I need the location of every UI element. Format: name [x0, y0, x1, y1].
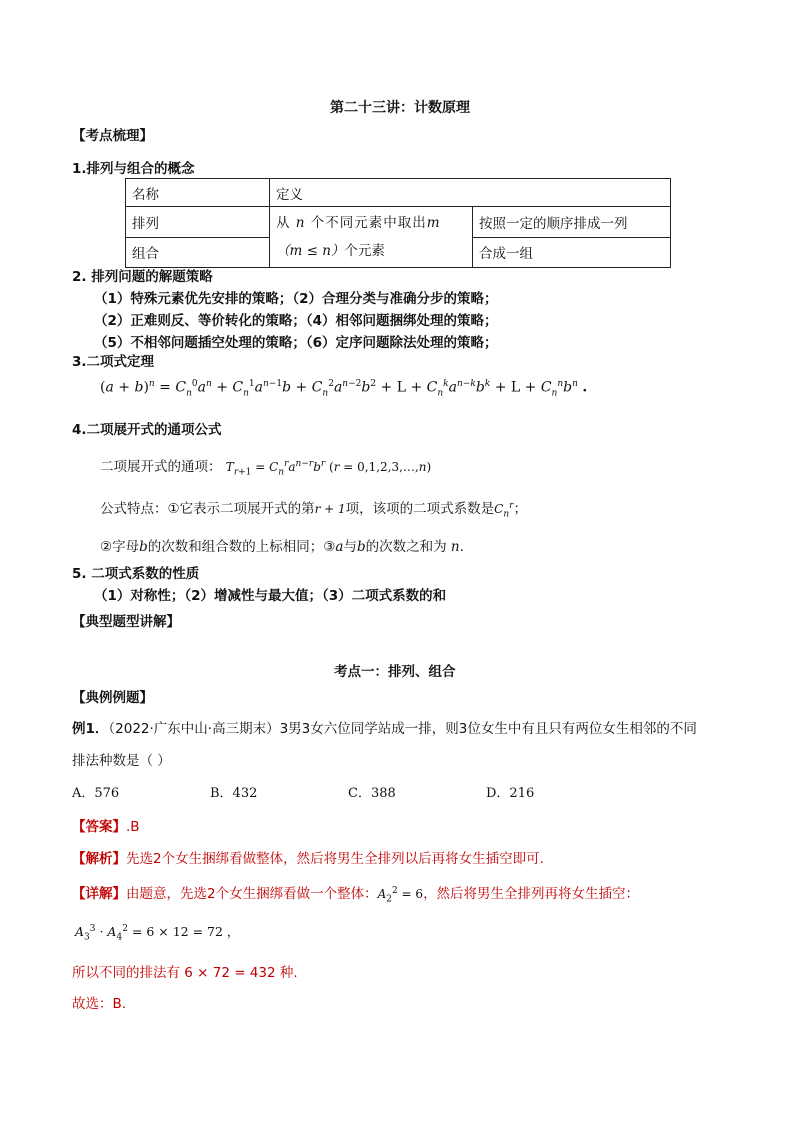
option-a: A．576 [72, 786, 120, 801]
table-row-arrangement-name: 排列 [126, 207, 270, 238]
s5-line: （1）对称性；（2）增减性与最大值；（3）二项式系数的和 [94, 588, 447, 604]
s2-line-1: （1）特殊元素优先安排的策略；（2）合理分类与准确分步的策略； [94, 291, 498, 307]
table-row-arrangement-def: 按照一定的顺序排成一列 [473, 207, 671, 238]
section-typical: 【典型题型讲解】 [72, 614, 180, 630]
feature-line-1: 公式特点：①它表示二项展开式的第r + 1项，该项的二项式系数是$C_n^r$； [100, 501, 527, 520]
feature-line-2: ②字母b的次数和组合数的上标相同；③a与b的次数之和为 n. [100, 539, 464, 555]
option-d: D．216 [486, 786, 535, 801]
s2-line-3: （5）不相邻问题插空处理的策略；（6）定序问题除法处理的策略； [94, 335, 498, 351]
table-header-name: 名称 [126, 179, 270, 207]
table-row-combination-name: 组合 [126, 237, 270, 268]
detail-line: 【详解】由题意，先选2个女生捆绑看做一个整体：$A_2^2 = 6$，然后将男生全排列再将女生插空： [72, 886, 640, 905]
s2-heading: 2. 排列问题的解题策略 [72, 269, 213, 285]
option-c: C．388 [348, 786, 396, 801]
conclusion-line: 所以不同的排法有 6 × 72 = 432 种. [72, 965, 298, 981]
example-1-line-2: 排法种数是（ ） [72, 753, 171, 769]
answer-line: 【答案】.B [72, 819, 140, 835]
general-term-line: 二项展开式的通项： $T_{r+1} = C_n^ra^{n-r}b^r$ (r = 0,1,2,3,…,n) [100, 459, 432, 478]
topic-1-title: 考点一：排列、组合 [334, 664, 456, 680]
example-1-line-1: 例1．（2022·广东中山·高三期末）3男3女六位同学站成一排，则3位女生中有且只有两位女生相邻的不同 [72, 721, 697, 737]
s5-heading: 5. 二项式系数的性质 [72, 566, 200, 582]
analysis-line: 【解析】先选2个女生捆绑看做整体，然后将男生全排列以后再将女生插空即可. [72, 851, 544, 867]
option-b: B．432 [210, 786, 258, 801]
s3-heading: 3.二项式定理 [72, 354, 155, 370]
binomial-theorem-formula: $(a + b)^n = C_n^0a^n + C_n^1a^{n-1}b + C_n^2a^{n-2}b^2 + L + C_n^ka^{n-k}b^k + L + C_n^nb^n$ . [100, 379, 588, 399]
table-common-definition: 从 n 个不同元素中取出m （m ≤ n）个元素 [270, 207, 473, 268]
s1-heading: 1.排列与组合的概念 [72, 161, 195, 177]
table-header-definition: 定义 [270, 179, 671, 207]
page-title: 第二十三讲：计数原理 [330, 100, 470, 116]
concept-table [125, 178, 671, 268]
section-review: 【考点梳理】 [72, 128, 153, 144]
choice-line: 故选：B. [72, 996, 127, 1012]
s4-heading: 4.二项展开式的通项公式 [72, 422, 222, 438]
example-header: 【典例例题】 [72, 690, 153, 706]
s2-line-2: （2）正难则反、等价转化的策略；（4）相邻问题捆绑处理的策略； [94, 313, 498, 329]
calculation-line: $A_3^3 \cdot A_4^2 = 6 \times 12 = 72$ ， [75, 923, 240, 943]
table-row-combination-def: 合成一组 [473, 237, 671, 268]
